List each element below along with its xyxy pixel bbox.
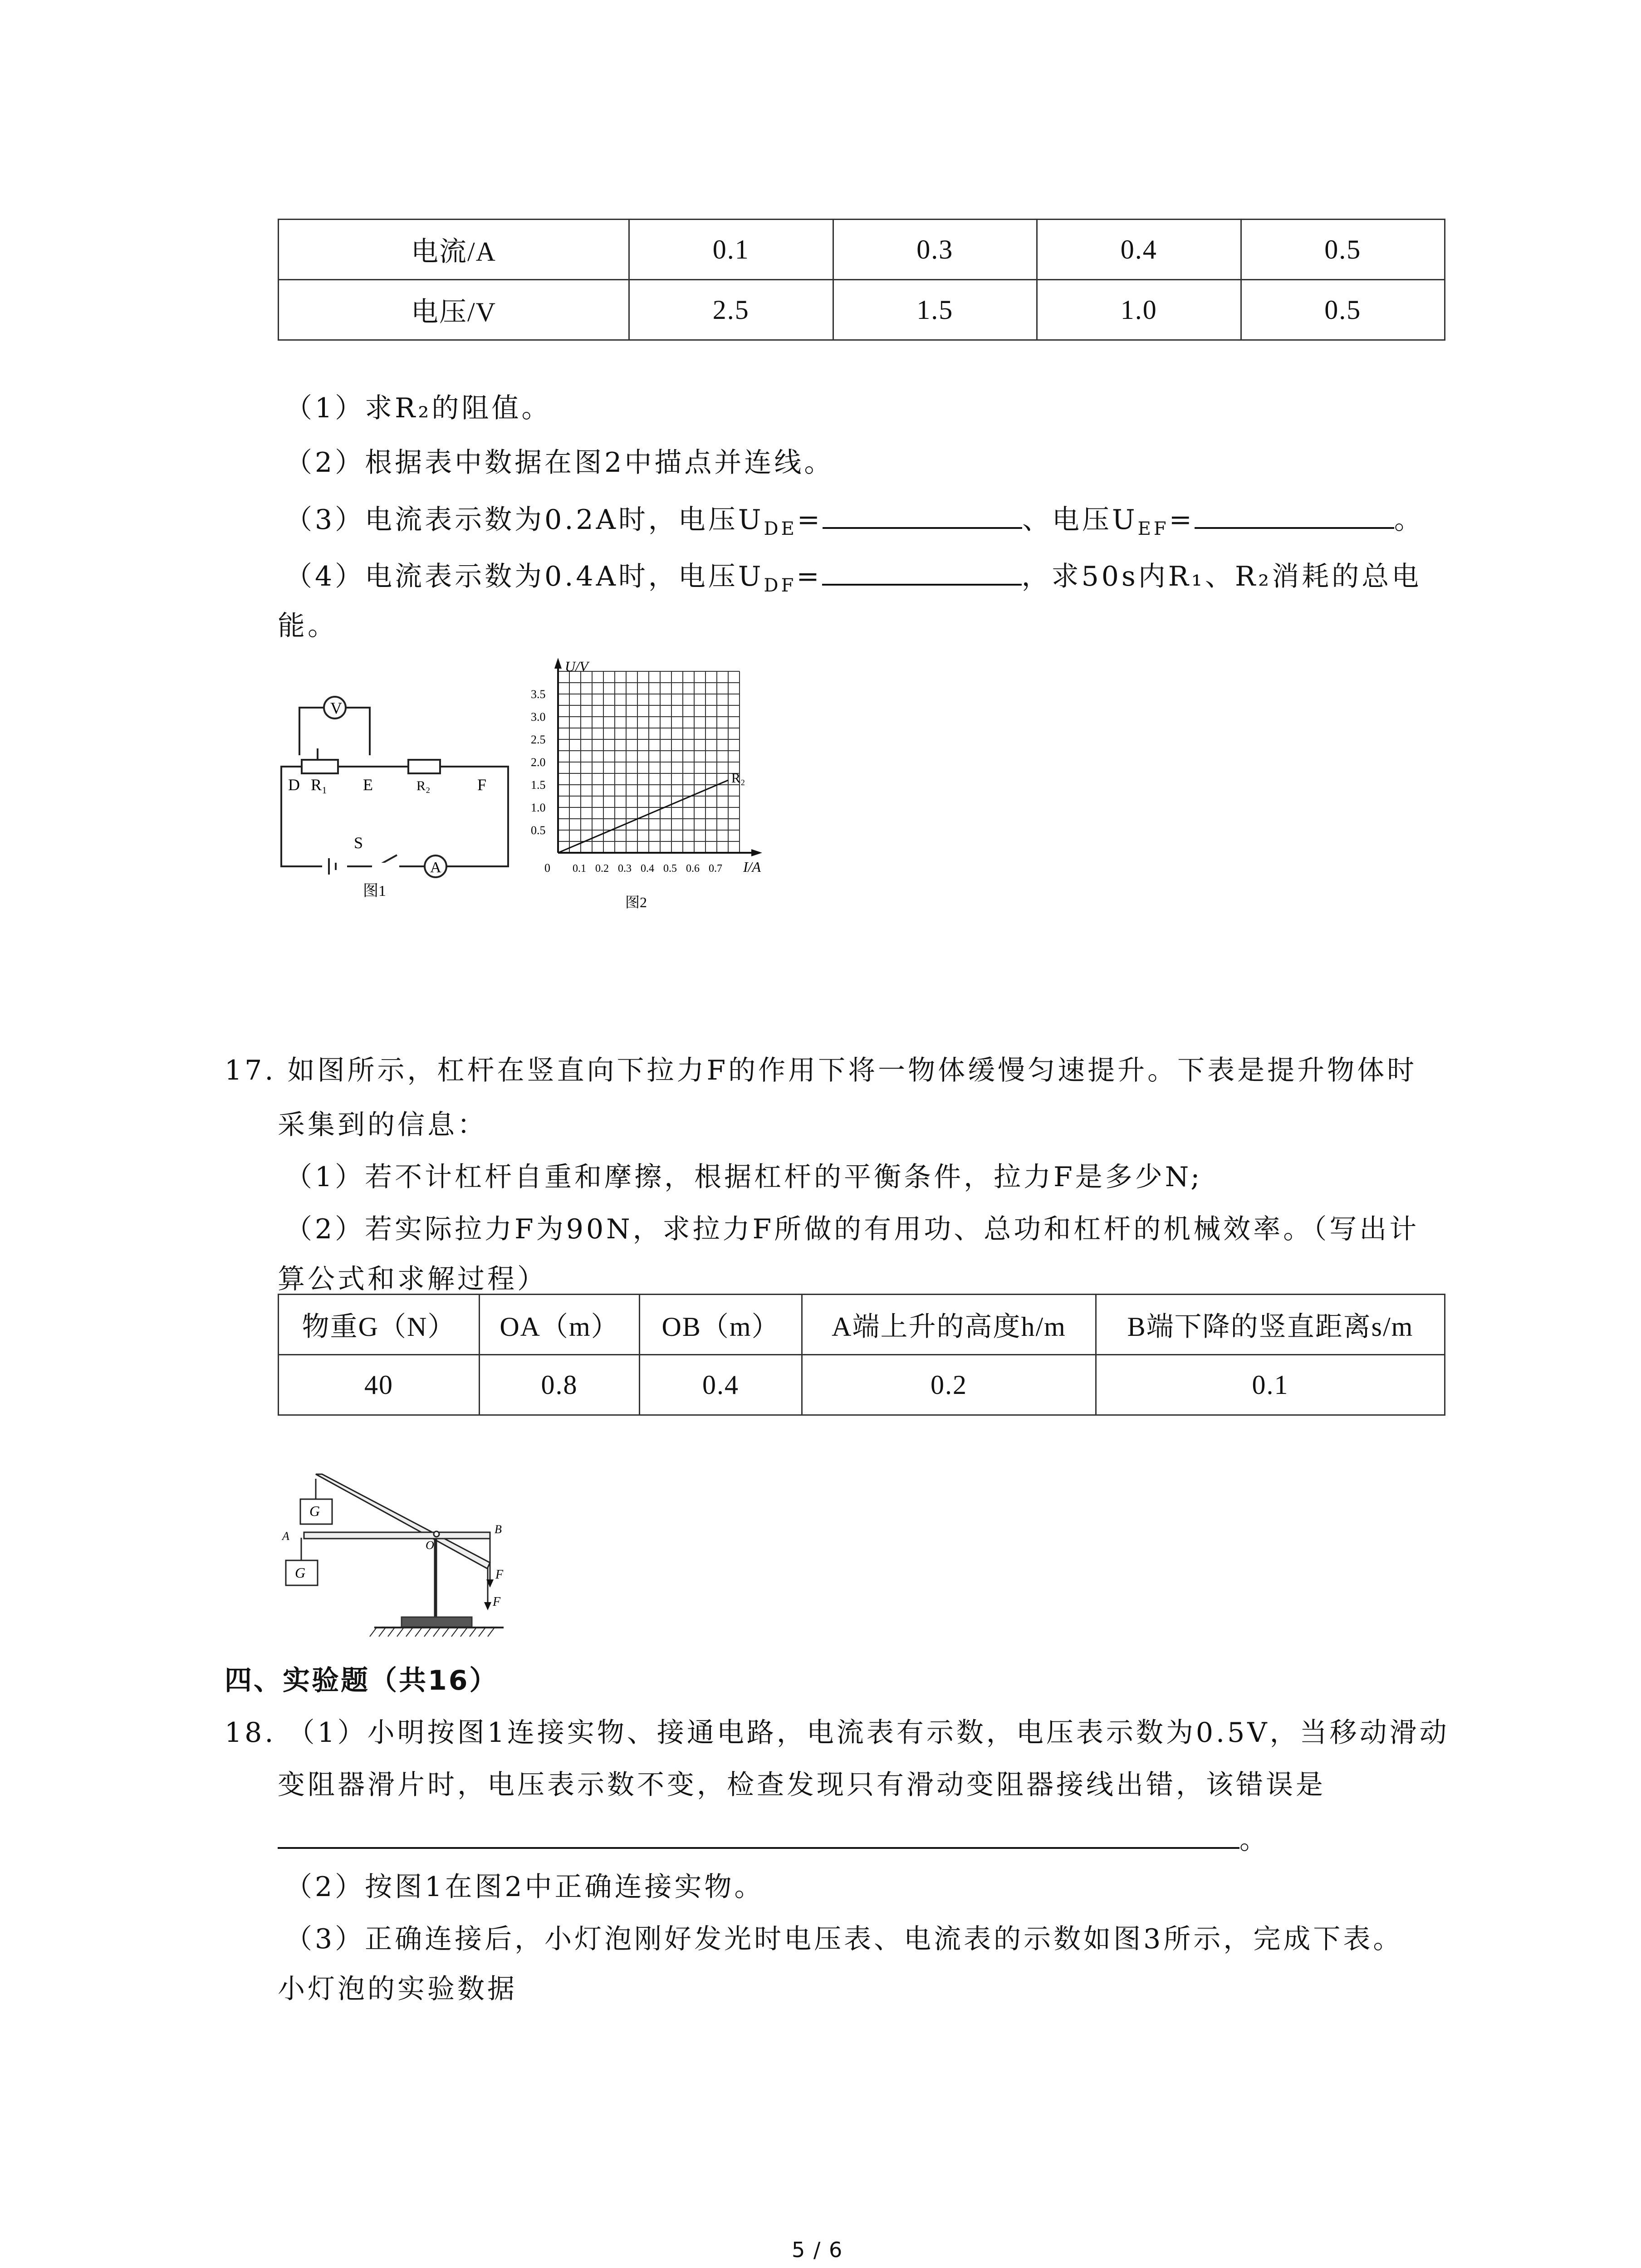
lever-diagram xyxy=(272,1456,526,1651)
circuit-diagram-figure1 xyxy=(272,685,526,903)
q16-part3-prefix: （3）电流表示数为0.2A时，电压U xyxy=(285,504,764,536)
y-tick-label: 3.5 xyxy=(531,688,546,701)
switch-label: S xyxy=(354,834,363,852)
point-f-label: F xyxy=(477,776,487,794)
table-cell: 0.3 xyxy=(833,220,1037,280)
q17-part2: （2）若实际拉力F为90N，求拉力F所做的有用功、总功和杠杆的机械效率。（写出计 xyxy=(285,1213,1420,1245)
y-tick-label: 1.0 xyxy=(531,801,546,814)
weight-g-upper-label: G xyxy=(309,1503,320,1519)
pivot-o-label: O xyxy=(426,1539,434,1552)
point-a-label: A xyxy=(282,1530,289,1543)
answer-blank-udf[interactable] xyxy=(822,556,1022,586)
table-header: B端下降的竖直距离s/m xyxy=(1096,1295,1445,1355)
section-heading: 四、实验题（共16） xyxy=(225,1665,499,1696)
q17-line2: 采集到的信息： xyxy=(278,1109,487,1141)
table-header: OB（m） xyxy=(640,1295,802,1355)
table-cell: 0.5 xyxy=(1241,220,1445,280)
y-tick-label: 1.5 xyxy=(531,778,546,792)
q16-part3 xyxy=(285,499,1424,547)
table-cell: 0.2 xyxy=(802,1355,1096,1415)
x-tick-label: 0.1 xyxy=(573,863,586,875)
period: 。 xyxy=(1239,1824,1269,1856)
q16-part3-mid: 、电压U xyxy=(1022,504,1138,536)
table-cell: 2.5 xyxy=(629,280,833,340)
subscript: EF xyxy=(1137,518,1169,539)
table-cell: 0.5 xyxy=(1241,280,1445,340)
table-cell: 1.0 xyxy=(1037,280,1241,340)
q16-part4-prefix: （4）电流表示数为0.4A时，电压U xyxy=(285,561,764,592)
q18-answer-line xyxy=(278,1819,1269,1858)
x-tick-label: 0.5 xyxy=(663,863,677,875)
x-tick-label: 0.4 xyxy=(641,863,654,875)
table-cell: 40 xyxy=(279,1355,480,1415)
voltmeter-label: V xyxy=(330,699,342,717)
answer-blank-error[interactable] xyxy=(278,1819,1239,1849)
table-cell: 1.5 xyxy=(833,280,1037,340)
y-tick-label: 0.5 xyxy=(531,824,546,837)
table-row xyxy=(279,1355,1445,1415)
table-cell-label: 电压/V xyxy=(279,280,629,340)
point-e-label: E xyxy=(363,776,373,794)
answer-blank-ude[interactable] xyxy=(823,499,1022,529)
table-cell: 0.4 xyxy=(1037,220,1241,280)
current-voltage-table xyxy=(278,219,1445,341)
figure1-caption: 图1 xyxy=(363,883,386,899)
lever-data-table xyxy=(278,1294,1445,1416)
x-tick-label: 0.3 xyxy=(618,863,632,875)
page-number: 5 / 6 xyxy=(792,2238,843,2262)
point-d-label: D xyxy=(288,776,300,794)
q17-part1: （1）若不计杠杆自重和摩擦，根据杠杆的平衡条件，拉力F是多少N; xyxy=(285,1161,1203,1193)
table-header: OA（m） xyxy=(480,1295,640,1355)
figure2-caption: 图2 xyxy=(625,894,647,910)
table-cell-label: 电流/A xyxy=(279,220,629,280)
r2-label: R₂ xyxy=(416,778,431,793)
x-tick-label: 0.2 xyxy=(595,863,609,875)
r1-label: R₁ xyxy=(311,776,328,794)
table-header: A端上升的高度h/m xyxy=(802,1295,1096,1355)
q18-line2: 变阻器滑片时，电压表示数不变，检查发现只有滑动变阻器接线出错，该错误是 xyxy=(278,1769,1326,1801)
force-f-upper-label: F xyxy=(495,1568,504,1582)
q17-part2-line2: 算公式和求解过程） xyxy=(278,1263,547,1295)
q16-part1: （1）求R₂的阻值。 xyxy=(285,392,552,424)
answer-blank-uef[interactable] xyxy=(1195,499,1394,529)
table-row xyxy=(279,280,1445,340)
table-row xyxy=(279,220,1445,280)
x-tick-label: 0.6 xyxy=(686,863,700,875)
origin-label: 0 xyxy=(544,861,550,875)
ammeter-label: A xyxy=(430,859,441,876)
force-f-lower-label: F xyxy=(493,1595,501,1609)
y-tick-label: 3.0 xyxy=(531,710,546,723)
point-b-label: B xyxy=(495,1523,502,1536)
q18-part2: （2）按图1在图2中正确连接实物。 xyxy=(285,1871,764,1903)
y-tick-label: 2.5 xyxy=(531,733,546,746)
table-row xyxy=(279,1295,1445,1355)
q18-part3: （3）正确连接后，小灯泡刚好发光时电压表、电流表的示数如图3所示，完成下表。 xyxy=(285,1923,1403,1955)
subscript: DE xyxy=(764,518,797,539)
table-cell: 0.8 xyxy=(480,1355,640,1415)
weight-g-lower-label: G xyxy=(295,1564,306,1581)
table-cell: 0.1 xyxy=(629,220,833,280)
r2-series-label: R₂ xyxy=(731,771,745,786)
x-axis-label: I/A xyxy=(743,859,761,875)
equals: = xyxy=(797,504,823,536)
q16-part4 xyxy=(285,556,1421,604)
table-cell: 0.1 xyxy=(1096,1355,1445,1415)
subscript: DF xyxy=(764,575,797,596)
q18-table-caption: 小灯泡的实验数据 xyxy=(278,1973,517,2005)
q16-part2: （2）根据表中数据在图2中描点并连线。 xyxy=(285,447,834,479)
y-tick-label: 2.0 xyxy=(531,756,546,769)
table-cell: 0.4 xyxy=(640,1355,802,1415)
q16-part4-tail: ，求50s内R₁、R₂消耗的总电 xyxy=(1021,561,1422,592)
u-i-graph-figure2 xyxy=(522,653,803,934)
y-axis-label: U/V xyxy=(565,658,588,675)
x-tick-label: 0.7 xyxy=(709,863,722,875)
q18-line1: 18. （1）小明按图1连接实物、接通电路，电流表有示数，电压表示数为0.5V，当移动滑动 xyxy=(225,1717,1450,1749)
q17-line1: 17. 如图所示，杠杆在竖直向下拉力F的作用下将一物体缓慢匀速提升。下表是提升物体时 xyxy=(225,1055,1417,1086)
equals: = xyxy=(796,561,822,592)
table-header: 物重G（N） xyxy=(279,1295,480,1355)
equals: = xyxy=(1169,504,1195,536)
q16-part4-line2: 能。 xyxy=(278,610,338,642)
period: 。 xyxy=(1394,504,1424,536)
